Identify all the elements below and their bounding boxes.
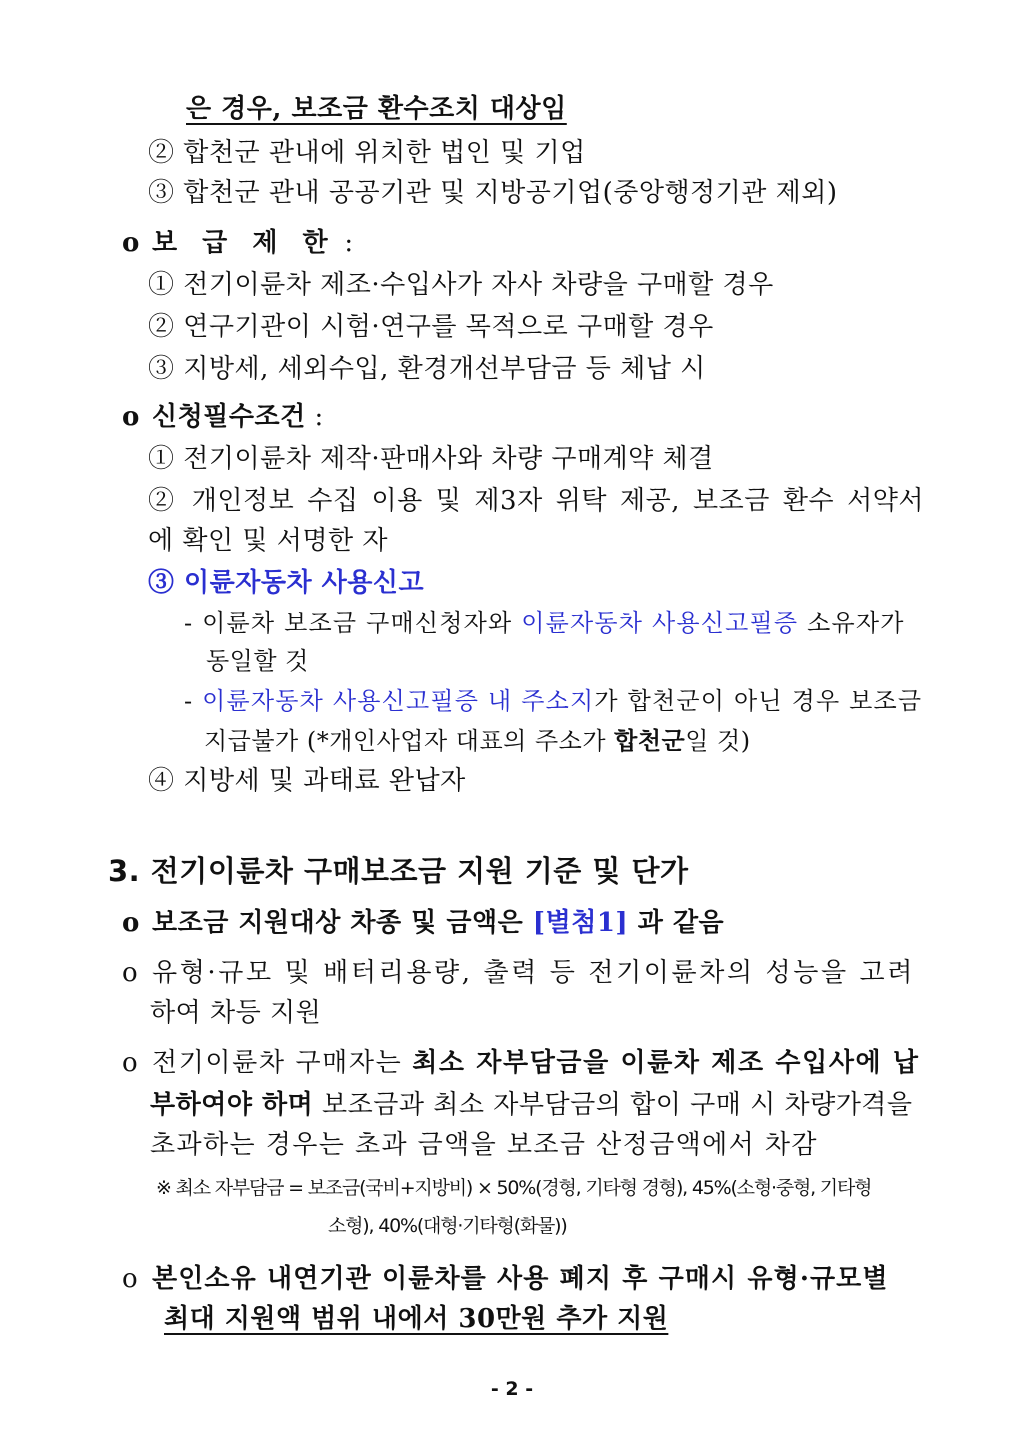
section-3-para-3-line-2-rest: 보조금과 최소 자부담금의 합이 구매 시 차량가격을 xyxy=(313,1090,913,1120)
requirement-label: 신청필수조건 xyxy=(152,402,306,432)
restriction-label: 보 급 제 한 xyxy=(152,228,336,258)
requirement-sub-2 xyxy=(184,684,922,718)
section-3-para-3-line-3: 초과하는 경우는 초과 금액을 보조금 산정금액에서 차감 xyxy=(150,1130,818,1160)
bullet-marker: o xyxy=(122,908,140,938)
page-number: - 2 - xyxy=(490,1378,534,1400)
requirement-item-2-cont: 에 확인 및 서명한 자 xyxy=(148,526,388,556)
restriction-item-1: ① 전기이륜차 제조·수입사가 자사 차량을 구매할 경우 xyxy=(148,270,774,300)
section-3-para-4-line-2: 최대 지원액 범위 내에서 30만원 추가 지원 xyxy=(164,1304,669,1334)
requirement-sub-2-a: - xyxy=(184,687,203,715)
section-3-para-1-c: 과 같음 xyxy=(628,908,725,938)
section-3-para-4-line-1: 본인소유 내연기관 이륜차를 사용 폐지 후 구매시 유형·규모별 xyxy=(152,1264,889,1294)
restriction-item-2: ② 연구기관이 시험·연구를 목적으로 구매할 경우 xyxy=(148,312,714,342)
restriction-heading xyxy=(122,226,354,260)
section-3-para-1-a: 보조금 지원대상 차종 및 금액은 xyxy=(152,908,533,938)
restriction-item-3: ③ 지방세, 세외수입, 환경개선부담금 등 체납 시 xyxy=(148,354,706,384)
requirement-item-2: ② 개인정보 수집 이용 및 제3자 위탁 제공, 보조금 환수 서약서 xyxy=(148,486,924,516)
section-3-para-3-bold: 최소 자부담금을 이륜차 제조 수입사에 납 xyxy=(412,1048,920,1078)
requirement-sub-2-cont-bold: 합천군 xyxy=(614,726,686,755)
requirement-item-3: ③ 이륜자동차 사용신고 xyxy=(148,568,425,598)
requirement-sub-2-cont xyxy=(204,724,751,758)
section-3-para-2 xyxy=(122,956,924,990)
co-payment-note-line-1: ※ 최소 자부담금 = 보조금(국비+지방비) × 50%(경형, 기타형 경형), 45%(소형·중형, 기타형 xyxy=(156,1177,872,1199)
requirement-sub-2-cont-a: 지급불가 (*개인사업자 대표의 주소가 xyxy=(204,727,615,755)
requirement-sub-1-cont: 동일할 것 xyxy=(206,647,309,675)
section-3-para-3-line-2 xyxy=(150,1088,913,1122)
requirement-heading xyxy=(122,400,324,434)
section-3-para-1 xyxy=(122,906,724,940)
bullet-marker: o xyxy=(122,402,140,432)
eligibility-item-2: ② 합천군 관내에 위치한 법인 및 기업 xyxy=(148,138,586,168)
requirement-item-4: ④ 지방세 및 과태료 완납자 xyxy=(148,766,466,796)
requirement-sub-1-highlight: 이륜자동차 사용신고필증 xyxy=(521,609,799,637)
requirement-sub-1-c: 소유자가 xyxy=(798,609,905,637)
section-3-para-4 xyxy=(122,1262,889,1296)
requirement-sub-2-c: 가 합천군이 아닌 경우 보조금 xyxy=(594,687,923,715)
requirement-item-1: ① 전기이륜차 제작·판매사와 차량 구매계약 체결 xyxy=(148,444,714,474)
requirement-sub-1 xyxy=(184,606,905,640)
section-3-para-3-a: 전기이륜차 구매자는 xyxy=(152,1048,413,1078)
section-3-heading: 3. 전기이륜차 구매보조금 지원 기준 및 단가 xyxy=(108,854,689,888)
eligibility-item-3: ③ 합천군 관내 공공기관 및 지방공기업(중앙행정기관 제외) xyxy=(148,178,838,208)
co-payment-note-line-2: 소형), 40%(대형·기타형(화물)) xyxy=(328,1215,567,1237)
section-3-para-3 xyxy=(122,1046,920,1080)
section-3-para-3-line-2-bold: 부하여야 하며 xyxy=(150,1090,314,1120)
bullet-marker: o xyxy=(122,1264,139,1294)
bullet-marker: o xyxy=(122,228,140,258)
section-3-para-2-line-1: 유형·규모 및 배터리용량, 출력 등 전기이륜차의 성능을 고려 xyxy=(152,958,915,988)
appendix-1-reference: [별첨1] xyxy=(532,908,629,938)
requirement-sub-2-highlight: 이륜자동차 사용신고필증 내 주소지 xyxy=(202,687,595,715)
requirement-sub-1-a: - 이륜차 보조금 구매신청자와 xyxy=(184,609,522,637)
section-3-para-2-line-2: 하여 차등 지원 xyxy=(150,998,322,1028)
refund-condition-line: 은 경우, 보조금 환수조치 대상임 xyxy=(186,94,567,124)
requirement-sub-2-cont-c: 일 것) xyxy=(685,727,751,755)
restriction-colon: : xyxy=(335,228,354,258)
bullet-marker: o xyxy=(122,1048,139,1078)
requirement-colon: : xyxy=(305,402,324,432)
bullet-marker: o xyxy=(122,958,139,988)
